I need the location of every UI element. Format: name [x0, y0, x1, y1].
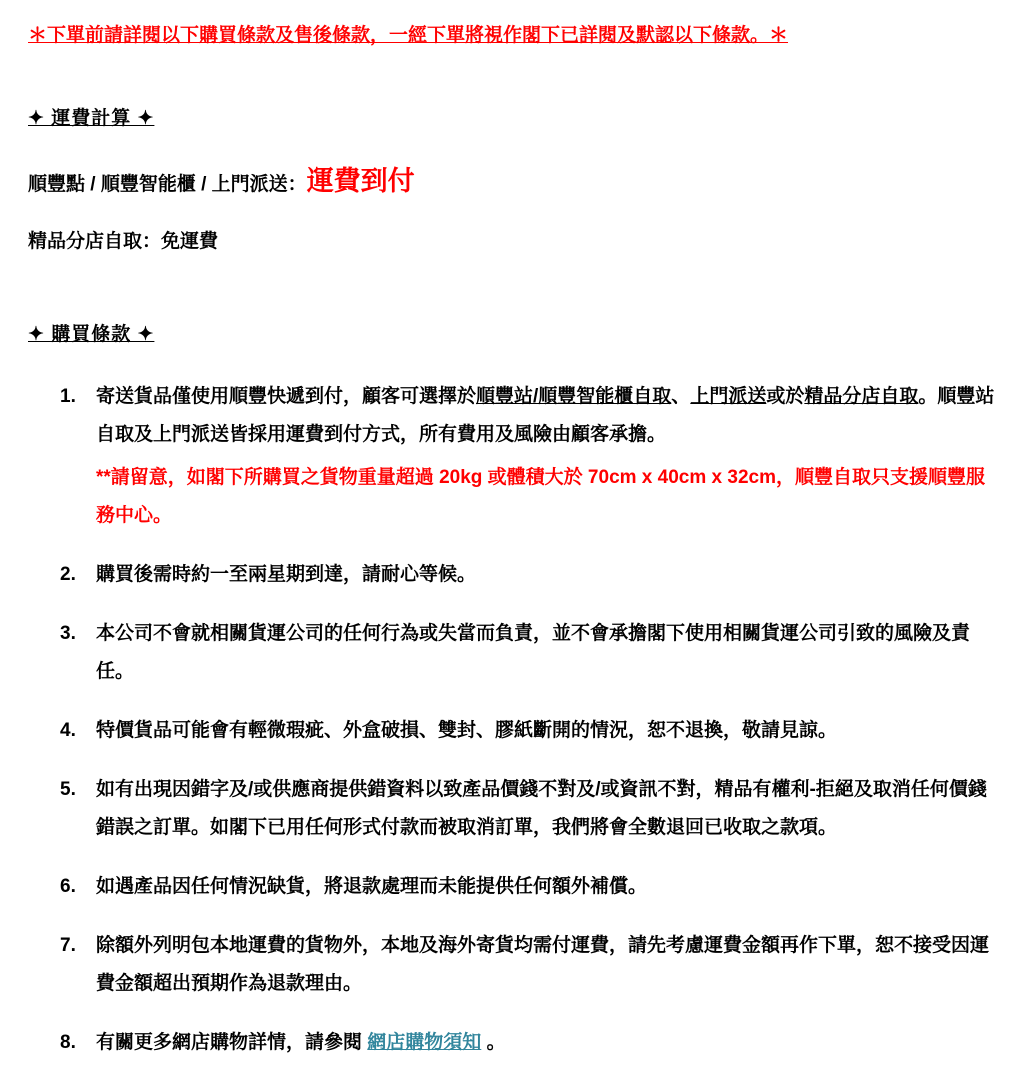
term-number: 8.	[60, 1032, 76, 1054]
term-number: 1.	[60, 386, 76, 408]
term-body	[96, 771, 996, 847]
term-text: 本公司不會就相關貨運公司的任何行為或失當而負責，並不會承擔閣下使用相關貨運公司引致的風險及責任。	[96, 623, 971, 683]
term-1-or: 或於	[766, 386, 805, 408]
term-text: 除額外列明包本地運費的貨物外，本地及海外寄貨均需付運費，請先考慮運費金額再作下單，恕不接受因運費金額超出預期作為退款理由。	[96, 935, 990, 995]
term-item-1	[60, 378, 996, 535]
term-body	[96, 712, 996, 750]
term-1-weight-note: **請留意，如閣下所購買之貨物重量超過 20kg 或體積大於 70cm x 40cm x 32cm，順豐自取只支援順豐服務中心。	[96, 467, 985, 527]
term-body	[96, 615, 996, 691]
term-1-pickup-sf: 順豐站/順豐智能櫃自取	[476, 386, 672, 408]
term-text	[96, 378, 996, 454]
term-number: 6.	[60, 876, 76, 898]
term-8-pre: 有關更多網店購物詳情，請參閱	[96, 1032, 368, 1054]
shopping-guide-link[interactable]: 網店購物須知	[367, 1032, 482, 1054]
term-item-5	[60, 771, 996, 847]
term-item-8	[60, 1024, 996, 1062]
term-number: 2.	[60, 564, 76, 586]
term-1-home-delivery: 上門派送	[690, 386, 767, 408]
term-text: 特價貨品可能會有輕微瑕疵、外盒破損、雙封、膠紙斷開的情況，恕不退換，敬請見諒。	[96, 720, 838, 742]
term-1-sep: 、	[671, 386, 691, 408]
term-number: 3.	[60, 623, 76, 645]
term-1-end: 。順豐站自取及上門派送皆採用運費到付方式，所有費用及風險由顧客承擔。	[96, 386, 995, 446]
cod-highlight: 運費到付	[306, 165, 415, 196]
shipping-methods-label: 順豐點 / 順豐智能櫃 / 上門派送：	[28, 173, 307, 195]
store-pickup-line: 精品分店自取：免運費	[28, 230, 219, 252]
purchase-terms-heading: ✦ 購買條款 ✦	[28, 324, 155, 346]
term-body	[96, 927, 996, 1003]
term-text: 購買後需時約一至兩星期到達，請耐心等候。	[96, 564, 477, 586]
term-number: 5.	[60, 779, 76, 801]
term-item-7	[60, 927, 996, 1003]
shipping-methods-line	[28, 160, 996, 203]
term-1-store-pickup: 精品分店自取	[804, 386, 919, 408]
term-text: 如遇產品因任何情況缺貨，將退款處理而未能提供任何額外補償。	[96, 876, 648, 898]
term-item-6	[60, 868, 996, 906]
term-item-4	[60, 712, 996, 750]
term-body	[96, 378, 996, 535]
term-8-post: 。	[481, 1032, 506, 1054]
term-item-3	[60, 615, 996, 691]
top-notice: ＊下單前請詳閱以下購買條款及售後條款，一經下單將視作閣下已詳閱及默認以下條款。＊	[28, 25, 789, 46]
term-item-2	[60, 556, 996, 594]
term-text	[96, 1024, 996, 1062]
term-body	[96, 1024, 996, 1062]
term-body	[96, 868, 996, 906]
shipping-fee-heading: ✦ 運費計算 ✦	[28, 107, 155, 129]
term-1-intro: 寄送貨品僅使用順豐快遞到付，顧客可選擇於	[96, 386, 477, 408]
term-number: 4.	[60, 720, 76, 742]
term-body	[96, 556, 996, 594]
term-number: 7.	[60, 935, 76, 957]
term-text: 如有出現因錯字及/或供應商提供錯資料以致產品價錢不對及/或資訊不對，精品有權利-拒絕及取消任何價錢錯誤之訂單。如閣下已用任何形式付款而被取消訂單，我們將會全數退回已收取之款項。	[96, 779, 987, 839]
terms-list	[28, 378, 996, 1062]
